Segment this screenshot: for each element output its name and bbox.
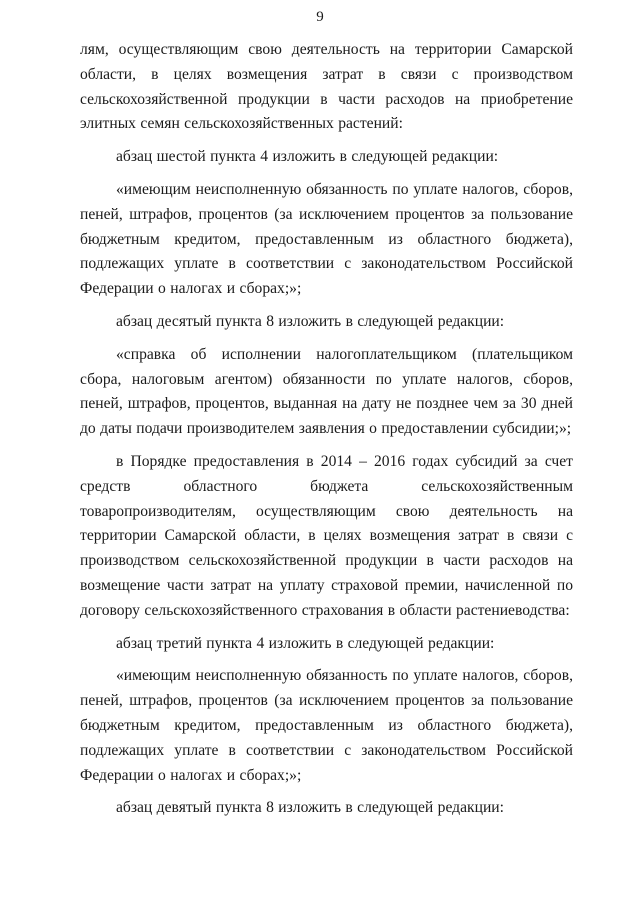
- paragraph-continuation: лям, осуществляющим свою деятельность на территории Самарской области, в целях возмещения затрат в связи с производством сельскохозяйственной продукции в части расходов на приобретение элитных семян сельскохозяйственных растений:: [80, 41, 573, 133]
- paragraph-quote: «имеющим неисполненную обязанность по уплате налогов, сборов, пеней, штрафов, процентов (за исключением процентов за пользование бюджетным кредитом, предоставленным из областного бюджета), подлежащих уплате в соответствии с законодательством Российской Федерации о налогах и сборах;»;: [80, 667, 573, 784]
- paragraph-instruction: абзац девятый пункта 8 изложить в следующей редакции:: [116, 799, 504, 817]
- page-number: 9: [316, 9, 324, 25]
- document-body: [80, 38, 573, 821]
- paragraph-instruction: абзац третий пункта 4 изложить в следующей редакции:: [116, 634, 495, 652]
- paragraph-procedure: в Порядке предоставления в 2014 – 2016 годах субсидий за счет средств областного бюджета сельскохозяйственным товаропроизводителям, осуществляющим свою деятельность на территории Самарской области, в целях возмещения затрат в связи с производством сельскохозяйственной продукции в части расходов на возмещение части затрат на уплату страховой премии, начисленной по договору сельскохозяйственного страхования в области растениеводства:: [80, 452, 573, 619]
- paragraph-instruction: абзац шестой пункта 4 изложить в следующей редакции:: [116, 148, 499, 166]
- paragraph-instruction: абзац десятый пункта 8 изложить в следующей редакции:: [116, 312, 505, 330]
- paragraph-quote: «справка об исполнении налогоплательщиком (плательщиком сбора, налоговым агентом) обязанности по уплате налогов, сборов, пеней, штрафов, процентов, выданная на дату не позднее чем за 30 дней до даты подачи производителем заявления о предоставлении субсидии;»;: [80, 345, 573, 438]
- paragraph-quote: «имеющим неисполненную обязанность по уплате налогов, сборов, пеней, штрафов, процентов (за исключением процентов за пользование бюджетным кредитом, предоставленным из областного бюджета), подлежащих уплате в соответствии с законодательством Российской Федерации о налогах и сборах;»;: [80, 180, 573, 298]
